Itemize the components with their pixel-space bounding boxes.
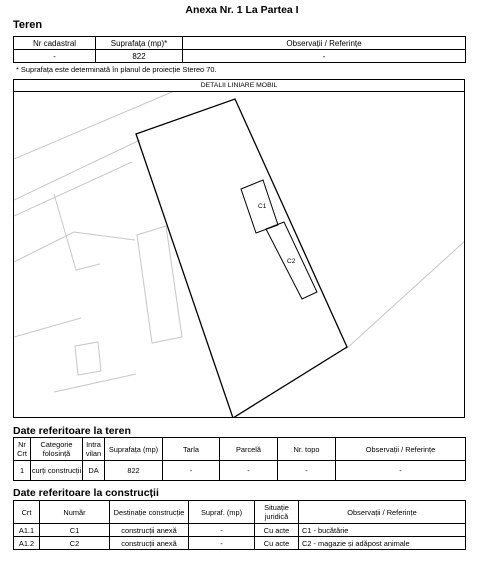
cell-crt: A1.2 (14, 537, 40, 550)
cell-nr-cadastral: - (14, 50, 96, 63)
cell-intravilan: DA (83, 461, 105, 481)
document-title: Anexa Nr. 1 La Partea I (185, 4, 299, 16)
column-header: Tarla (163, 438, 220, 461)
neighbor-building (137, 226, 182, 343)
cell-crt: A1.1 (14, 524, 40, 537)
column-header: Nr Crt (14, 438, 31, 461)
neighbor-line (14, 162, 132, 216)
column-header: Suprafața (mp)* (96, 37, 183, 50)
neighbor-line (14, 232, 135, 262)
table-row (14, 461, 466, 481)
cell-nr-crt: 1 (14, 461, 31, 481)
cell-parcela: - (220, 461, 278, 481)
cell-observatii: - (183, 50, 466, 63)
cell-suprafata: - (189, 537, 255, 550)
teren-heading: Teren (13, 19, 43, 31)
neighbor-line (54, 374, 136, 392)
projection-note: * Suprafața este determinată în planul de proiecție Stereo 70. (16, 65, 217, 74)
column-header: Parcelă (220, 438, 278, 461)
neighbor-line (14, 318, 81, 337)
column-header: Număr (40, 501, 110, 524)
column-header: Nr. topo (278, 438, 336, 461)
column-header: Nr cadastral (14, 37, 96, 50)
date-constructii-table (13, 500, 466, 550)
date-teren-header-row (14, 438, 466, 461)
cell-suprafata: - (189, 524, 255, 537)
cell-destinatie: construcții anexă (110, 524, 189, 537)
c2-label: C2 (287, 258, 296, 265)
table-row (14, 524, 466, 537)
column-header: Situație juridică (255, 501, 299, 524)
cell-numar: C2 (40, 537, 110, 550)
cell-suprafata: 822 (105, 461, 163, 481)
date-constructii-header-row (14, 501, 466, 524)
neighbor-building (75, 342, 101, 375)
date-teren-table (13, 437, 466, 481)
parcel-boundary (136, 99, 347, 417)
cell-observatii: C2 - magazie și adăpost animale (299, 537, 466, 550)
cell-situatie: Cu acte (255, 524, 299, 537)
cell-suprafata: 822 (96, 50, 183, 63)
cell-situatie: Cu acte (255, 537, 299, 550)
teren-table (13, 36, 466, 63)
teren-data-row (14, 50, 466, 63)
column-header: Observații / Referințe (299, 501, 466, 524)
cadastral-map (14, 92, 464, 417)
column-header: Intra vilan (83, 438, 105, 461)
cell-observatii: - (336, 461, 466, 481)
cell-destinatie: construcții anexă (110, 537, 189, 550)
column-header: Observații / Referințe (336, 438, 466, 461)
c1-label: C1 (258, 203, 267, 210)
column-header: Suprafața (mp) (105, 438, 163, 461)
neighbor-line (14, 92, 172, 159)
column-header: Categorie folosință (31, 438, 83, 461)
neighbor-line (346, 240, 464, 349)
map-header: DETALII LINIARE MOBIL (14, 80, 464, 92)
date-constructii-heading: Date referitoare la construcții (13, 487, 159, 499)
teren-header-row (14, 37, 466, 50)
column-header: Observații / Referințe (183, 37, 466, 50)
date-teren-heading: Date referitoare la teren (13, 425, 131, 437)
column-header: Destinație construcție (110, 501, 189, 524)
cell-categorie: curți construcții (31, 461, 83, 481)
cell-tarla: - (163, 461, 220, 481)
column-header: Crt (14, 501, 40, 524)
cell-observatii: C1 - bucătărie (299, 524, 466, 537)
table-row (14, 537, 466, 550)
column-header: Supraf. (mp) (189, 501, 255, 524)
cell-numar: C1 (40, 524, 110, 537)
neighbor-line (14, 140, 140, 200)
cell-nr-topo: - (278, 461, 336, 481)
